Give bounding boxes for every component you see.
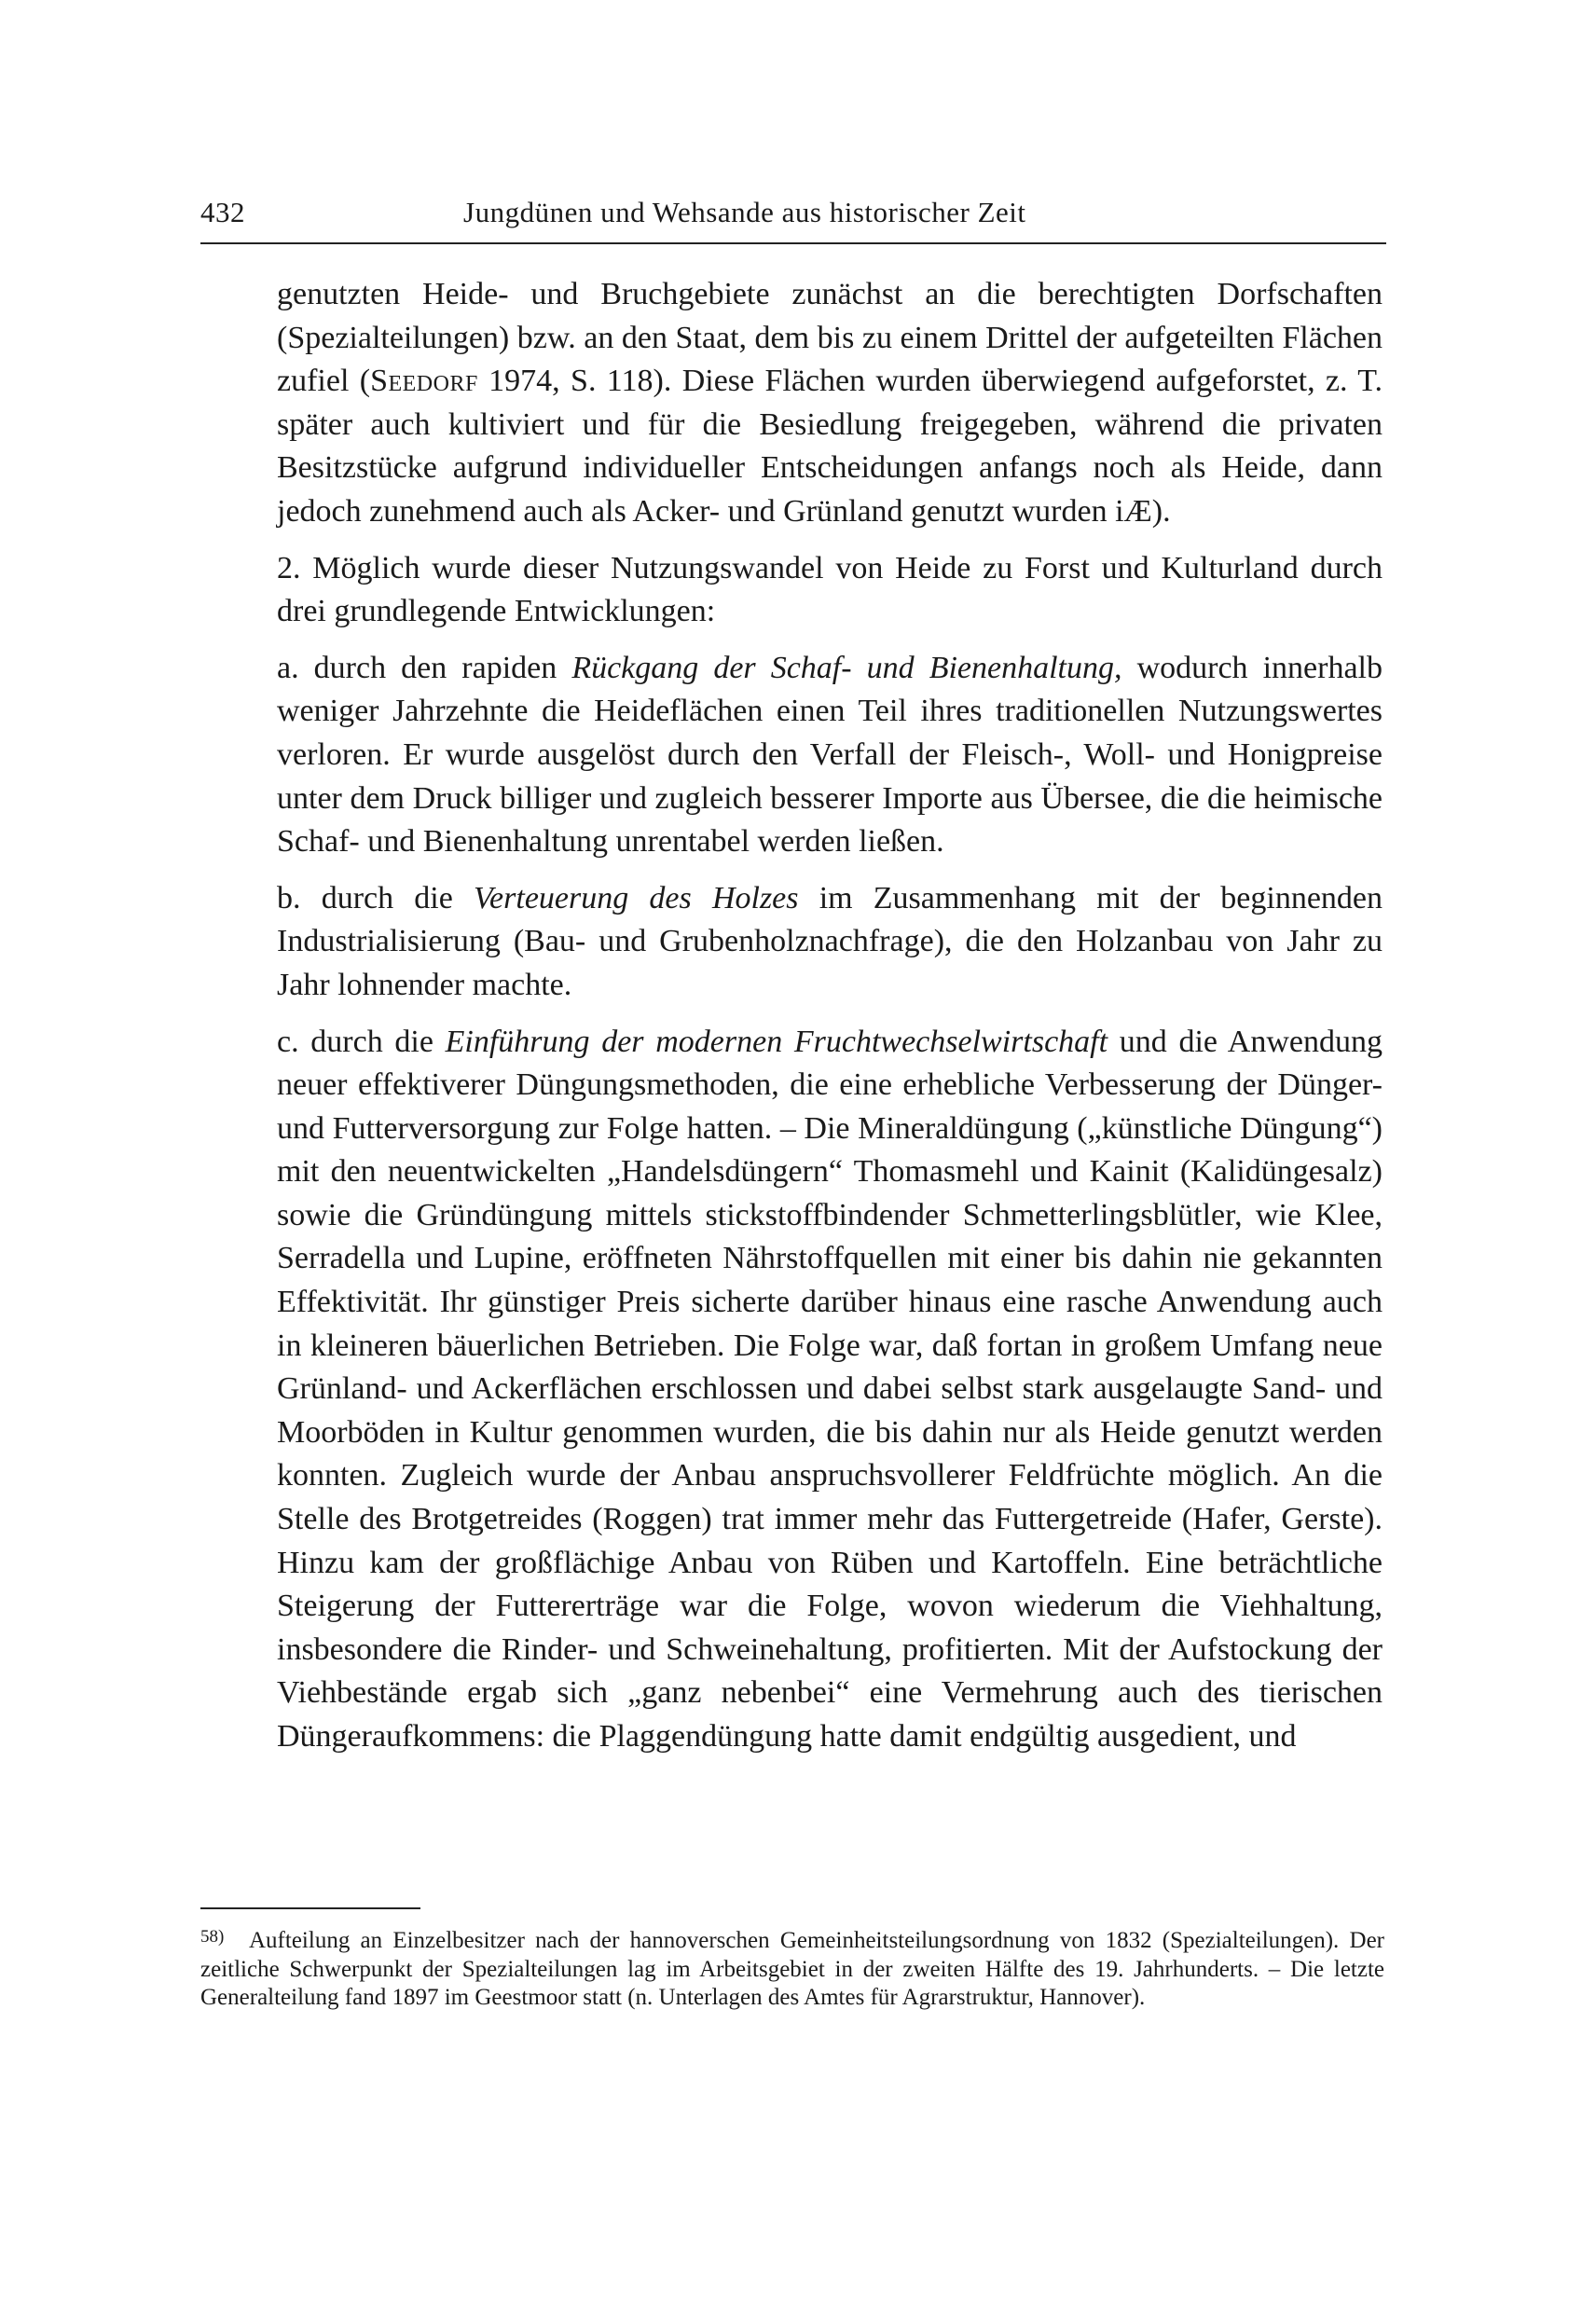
paragraph-2: 2. Möglich wurde dieser Nutzungswandel von Heide zu Forst und Kulturland durch drei grundlegende Entwicklungen: [277, 550, 1383, 629]
list-item-c: c. durch die Einführung der modernen Fruchtwechselwirtschaft und die Anwendung neuer effektiverer Düngungsmethoden, die eine erhebliche Verbesserung der Dünger- und Futterversorgung zur Folge hatten. – Die Mineraldüngung („künstliche Düngung“) mit den neuentwickelten „Handelsdüngern“ Thomasmehl und Kainit (Kalidüngesalz) sowie die Gründüngung mittels stickstoffbindender Schmetterlingsblütler, wie Klee, Serradella und Lupine, eröffneten Nährstoffquellen mit einer bis dahin nie gekannten Effektivität. Ihr günstiger Preis sicherte darüber hinaus eine rasche Anwendung auch in kleineren bäuerlichen Betrieben. Die Folge war, daß fortan in großem Umfang neue Grünland- und Ackerflächen erschlossen und dabei selbst stark ausgelaugte Sand- und Moorböden in Kultur genommen wurden, die bis dahin nur als Heide genutzt werden konnten. Zugleich wurde der Anbau anspruchsvollerer Feldfrüchte möglich. An die Stelle des Brotgetreides (Roggen) trat immer mehr das Futtergetreide (Hafer, Gerste). Hinzu kam der großflächige Anbau von Rüben und Kartoffeln. Eine beträchtliche Steigerung der Futtererträge war die Folge, wovon wiederum die Viehhaltung, insbesondere die Rinder- und Schweinehaltung, profitierten. Mit der Aufstockung der Viehbestände ergab sich „ganz nebenbei“ eine Vermehrung auch des tierischen Düngeraufkommens: die Plaggendüngung hatte damit endgültig ausgedient, und [277, 1024, 1383, 1754]
footnote [200, 1923, 1384, 2013]
list-item-a: a. durch den rapiden Rückgang der Schaf- und Bienenhaltung, wodurch innerhalb weniger Jahrzehnte die Heideflächen einen Teil ihres traditionellen Nutzungswertes verloren. Er wurde ausgelöst durch den Verfall der Fleisch-, Woll- und Honigpreise unter dem Druck billiger und zugleich besserer Importe aus Übersee, die die heimische Schaf- und Bienenhaltung unrentabel werden ließen. [277, 650, 1383, 860]
emphasis-a: Rückgang der Schaf- und Bienenhaltung, [571, 650, 1122, 685]
header-rule [200, 242, 1386, 244]
page-number: 432 [200, 196, 245, 228]
footnote-text: Aufteilung an Einzelbesitzer nach der hannoverschen Gemeinheitsteilungsordnung von 1832 (Spezialteilungen). Der zeitliche Schwerpunkt der Spezialteilungen lag im Arbeitsgebiet in der zweiten Hälfte des 19. Jahrhunderts. – Die letzte Generalteilung fand 1897 im Geestmoor statt (n. Unterlagen des Amtes für Agrarstruktur, Hannover). [200, 1928, 1384, 2010]
footnote-rule [200, 1907, 420, 1909]
body-text [277, 273, 1383, 1759]
list-item-b: b. durch die Verteuerung des Holzes im Zusammenhang mit der beginnenden Industrialisierung (Bau- und Grubenholznachfrage), die den Holzanbau von Jahr zu Jahr lohnender machte. [277, 880, 1383, 1002]
emphasis-b: Verteuerung des Holzes [474, 880, 799, 915]
author-citation: Seedorf [370, 364, 478, 399]
paragraph-1: genutzten Heide- und Bruchgebiete zunächst an die berechtigten Dorfschaften (Spezialteilungen) bzw. an den Staat, dem bis zu einem Drittel der aufgeteilten Flächen zufiel (Seedorf 1974, S. 118). Diese Flächen wurden überwiegend aufgeforstet, z. T. später auch kultiviert und für die Besiedlung freigegeben, während die privaten Besitzstücke aufgrund individueller Entscheidungen anfangs noch als Heide, dann jedoch zunehmend auch als Acker- und Grünland genutzt wurden iÆ). [277, 277, 1383, 529]
reference-mark: iÆ [1115, 493, 1152, 529]
running-title: Jungdünen und Wehsande aus historischer Zeit [463, 196, 1026, 228]
page-header [200, 192, 1384, 239]
emphasis-c: Einführung der modernen Fruchtwechselwirtschaft [445, 1024, 1108, 1059]
footnote-mark: 58) [200, 1927, 225, 1947]
